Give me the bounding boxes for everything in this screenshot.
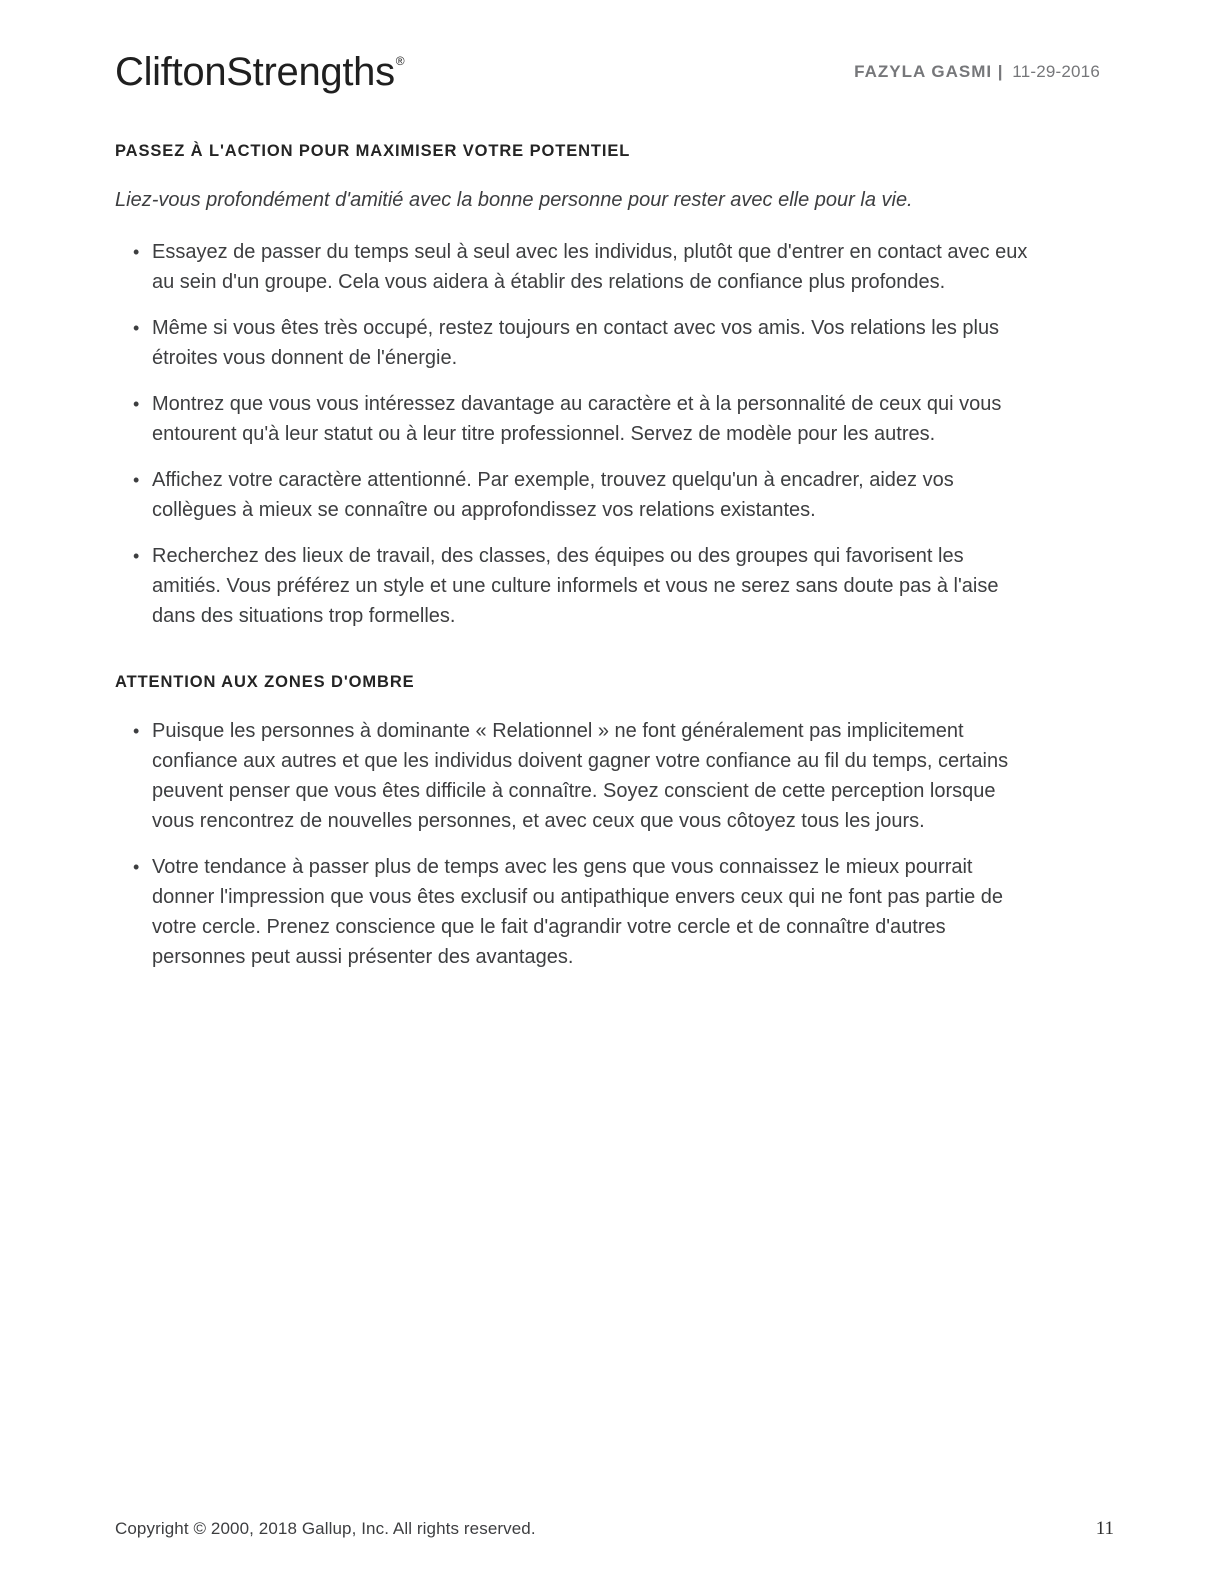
bullet-item: • Recherchez des lieux de travail, des classes, des équipes ou des groupes qui favorisent les amitiés. Vous préférez un style et une culture informels et vous ne serez sans doute pas à l'aise dans des situations trop formelles. (115, 541, 1031, 631)
section-heading-take-action: PASSEZ À L'ACTION POUR MAXIMISER VOTRE POTENTIEL (115, 142, 631, 160)
section-blind-spots (115, 673, 1100, 972)
bullet-list-take-action (115, 237, 1031, 631)
section-intro-take-action: Liez-vous profondément d'amitié avec la bonne personne pour rester avec elle pour la vie. (115, 189, 913, 211)
bullet-item: • Puisque les personnes à dominante « Relationnel » ne font généralement pas implicitement confiance aux autres et que les individus doivent gagner votre confiance au fil du temps, certains peuvent penser que vous êtes difficile à connaître. Soyez conscient de cette perception lorsque vous rencontrez de nouvelles personnes, et avec ceux que vous côtoyez tous les jours. (115, 716, 1031, 836)
header-user-date (854, 62, 1100, 82)
page-number: 11 (1095, 1518, 1114, 1539)
page-footer (115, 1518, 1114, 1540)
copyright-text: Copyright © 2000, 2018 Gallup, Inc. All rights reserved. (115, 1519, 536, 1538)
report-date: 11-29-2016 (1012, 62, 1100, 81)
bullet-item: • Votre tendance à passer plus de temps avec les gens que vous connaissez le mieux pourrait donner l'impression que vous êtes exclusif ou antipathique envers ceux qui ne font pas partie de votre cercle. Prenez conscience que le fait d'agrandir votre cercle et de connaître d'autres personnes peut aussi présenter des avantages. (115, 852, 1031, 972)
bullet-item: • Montrez que vous vous intéressez davantage au caractère et à la personnalité de ceux qui vous entourent qu'à leur statut ou à leur titre professionnel. Servez de modèle pour les autres. (115, 389, 1031, 449)
logo-text: CliftonStrengths (115, 50, 395, 94)
bullet-list-blind-spots (115, 716, 1031, 972)
bullet-item: • Essayez de passer du temps seul à seul avec les individus, plutôt que d'entrer en contact avec eux au sein d'un groupe. Cela vous aidera à établir des relations de confiance plus profondes. (115, 237, 1031, 297)
section-take-action (115, 142, 1100, 631)
person-name: FAZYLA GASMI | (854, 62, 1004, 81)
registered-trademark-mark: ® (395, 53, 405, 68)
bullet-item: • Même si vous êtes très occupé, restez toujours en contact avec vos amis. Vos relations les plus étroites vous donnent de l'énergie. (115, 313, 1031, 373)
section-heading-blind-spots: ATTENTION AUX ZONES D'OMBRE (115, 673, 415, 691)
page-header (115, 48, 1100, 96)
report-body (115, 142, 1100, 972)
cliftonstrengths-logo (115, 48, 403, 96)
bullet-item: • Affichez votre caractère attentionné. Par exemple, trouvez quelqu'un à encadrer, aidez vos collègues à mieux se connaître ou approfondissez vos relations existantes. (115, 465, 1031, 525)
